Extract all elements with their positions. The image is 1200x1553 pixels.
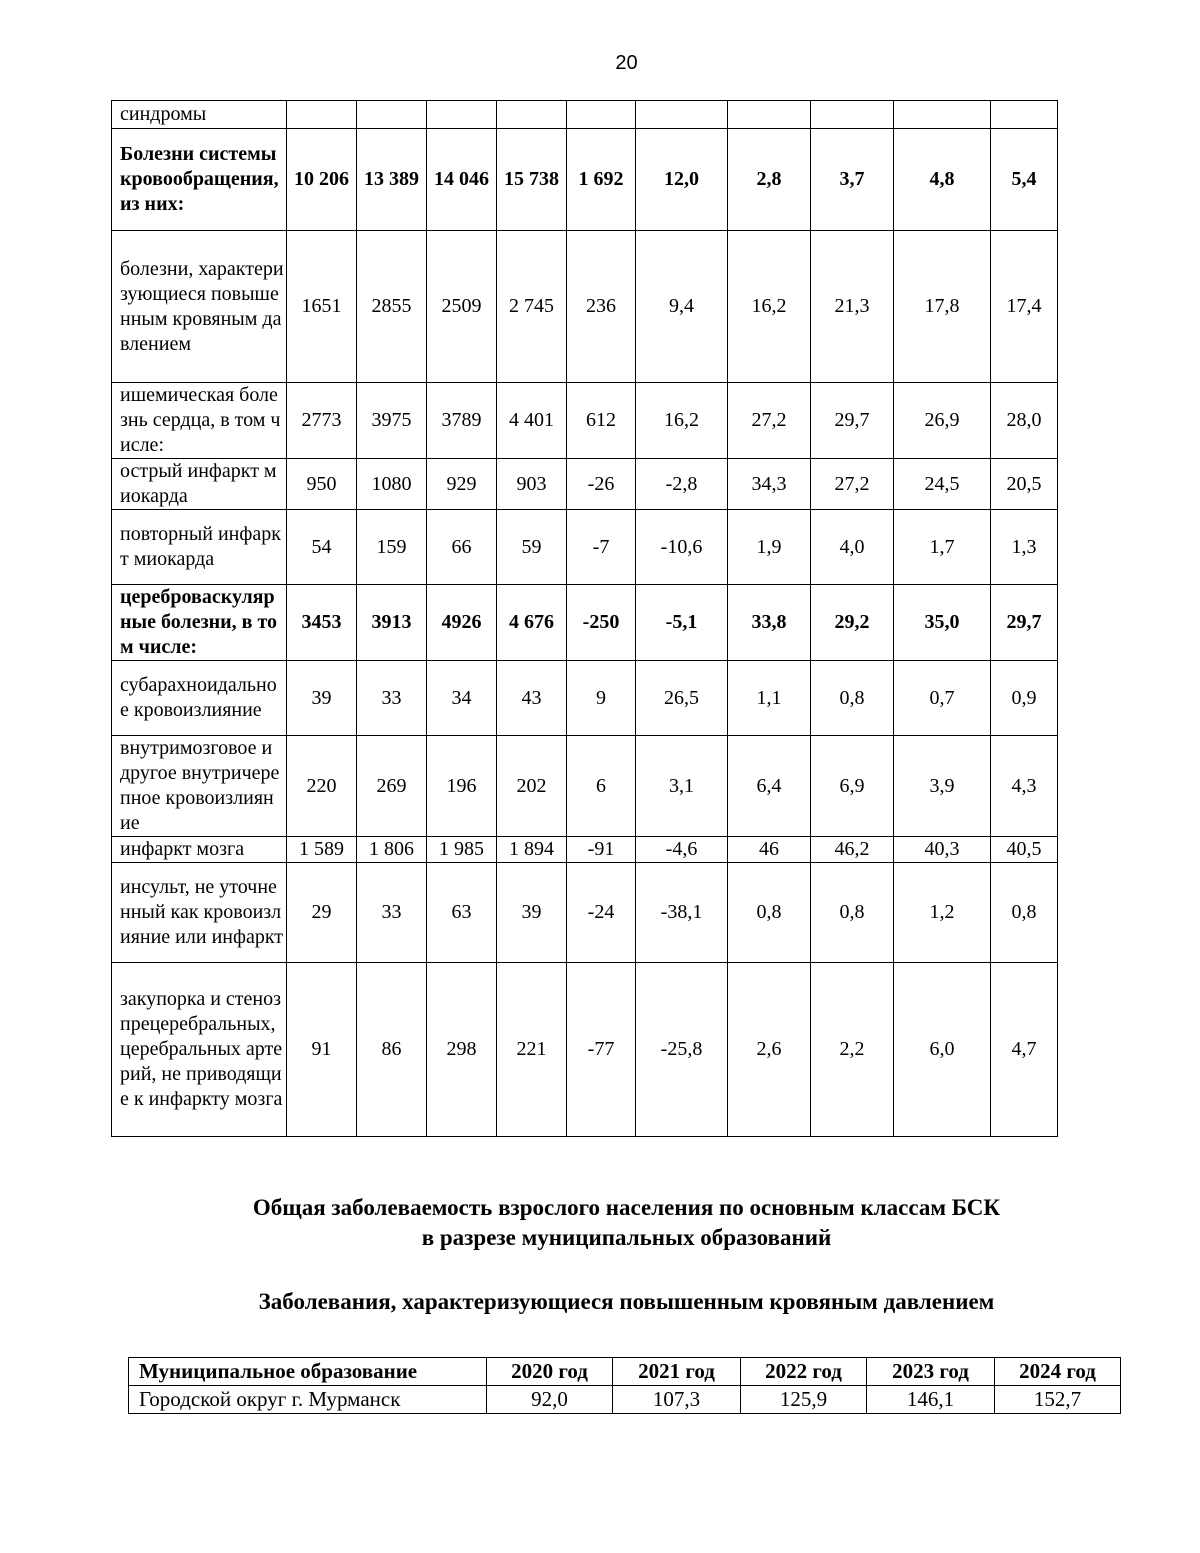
table-cell: 0,7	[894, 661, 991, 736]
table-cell: 46,2	[811, 837, 894, 863]
table-row	[112, 383, 1058, 459]
table-cell: 2855	[357, 231, 427, 383]
table-cell: 1,9	[728, 510, 811, 585]
table-cell: 0,9	[991, 661, 1058, 736]
header-row	[129, 1358, 1121, 1386]
table-cell: 6	[567, 736, 636, 837]
table-cell: -77	[567, 963, 636, 1137]
table-cell: 950	[287, 459, 357, 510]
table-cell: 1 692	[567, 129, 636, 231]
row-label: закупорка и стеноз прецеребральных, церебральных артерий, не приводящие к инфаркту мозга	[112, 963, 287, 1137]
table-cell: 196	[427, 736, 497, 837]
table-cell: 20,5	[991, 459, 1058, 510]
table-cell: 3,1	[636, 736, 728, 837]
table-cell: -26	[567, 459, 636, 510]
page-number: 20	[615, 52, 638, 74]
table-row	[112, 129, 1058, 231]
table-cell: 4926	[427, 585, 497, 661]
table-cell: 152,7	[995, 1386, 1121, 1414]
row-label: повторный инфаркт миокарда	[112, 510, 287, 585]
municipality-name: Городской округ г. Мурманск	[129, 1386, 487, 1414]
table-cell: 9,4	[636, 231, 728, 383]
table-cell: 17,8	[894, 231, 991, 383]
table-cell: 66	[427, 510, 497, 585]
table-row	[112, 863, 1058, 963]
table-cell: 903	[497, 459, 567, 510]
table-cell: 4,7	[991, 963, 1058, 1137]
table-row	[112, 459, 1058, 510]
table-cell: 3975	[357, 383, 427, 459]
table-cell: 107,3	[613, 1386, 741, 1414]
table-cell: 3,7	[811, 129, 894, 231]
table-cell	[427, 101, 497, 129]
table-cell: 0,8	[811, 863, 894, 963]
table-cell: 125,9	[741, 1386, 867, 1414]
table-cell: 92,0	[487, 1386, 613, 1414]
table-cell: -5,1	[636, 585, 728, 661]
table-cell: 29,2	[811, 585, 894, 661]
table-cell: 6,9	[811, 736, 894, 837]
table-cell: 1 589	[287, 837, 357, 863]
municipal-table	[128, 1357, 1121, 1414]
table-row	[112, 231, 1058, 383]
table-cell: 13 389	[357, 129, 427, 231]
table-cell: -4,6	[636, 837, 728, 863]
table-cell: -7	[567, 510, 636, 585]
table-cell: 221	[497, 963, 567, 1137]
morbidity-table	[111, 100, 1058, 1137]
table-cell	[894, 101, 991, 129]
table-cell: 16,2	[636, 383, 728, 459]
table-row	[112, 963, 1058, 1137]
table-cell: 43	[497, 661, 567, 736]
table-cell: 33	[357, 863, 427, 963]
row-label: субарахноидальное кровоизлияние	[112, 661, 287, 736]
table-cell: 24,5	[894, 459, 991, 510]
table-cell: 29,7	[991, 585, 1058, 661]
table-cell: 33,8	[728, 585, 811, 661]
table-cell: 6,0	[894, 963, 991, 1137]
table-cell: 2 745	[497, 231, 567, 383]
table-cell: 59	[497, 510, 567, 585]
table-cell: 3913	[357, 585, 427, 661]
table-cell: -250	[567, 585, 636, 661]
table-cell: 1 985	[427, 837, 497, 863]
table-cell: 929	[427, 459, 497, 510]
table-cell: 46	[728, 837, 811, 863]
table-row	[112, 585, 1058, 661]
table-cell: 5,4	[991, 129, 1058, 231]
column-header: Муниципальное образование	[129, 1358, 487, 1386]
table-cell	[567, 101, 636, 129]
table-cell: -91	[567, 837, 636, 863]
subsection-title: Заболевания, характеризующиеся повышенным кровяным давлением	[258, 1289, 995, 1314]
table-cell: 612	[567, 383, 636, 459]
table-cell: 91	[287, 963, 357, 1137]
table-cell: 86	[357, 963, 427, 1137]
table-cell: 2,8	[728, 129, 811, 231]
table-cell: 39	[497, 863, 567, 963]
table-row	[112, 661, 1058, 736]
row-label: внутримозговое и другое внутричерепное кровоизлияние	[112, 736, 287, 837]
table-cell: 6,4	[728, 736, 811, 837]
row-label: инфаркт мозга	[112, 837, 287, 863]
table-cell: 1,2	[894, 863, 991, 963]
table-row	[129, 1386, 1121, 1414]
table-row	[112, 837, 1058, 863]
table-cell: 17,4	[991, 231, 1058, 383]
row-label: Болезни системы кровообращения, из них:	[112, 129, 287, 231]
table-row	[112, 736, 1058, 837]
table-cell: 27,2	[728, 383, 811, 459]
table-cell: 269	[357, 736, 427, 837]
table-cell: 0,8	[991, 863, 1058, 963]
table-cell: 26,9	[894, 383, 991, 459]
table-cell: 26,5	[636, 661, 728, 736]
table-cell: -10,6	[636, 510, 728, 585]
table-cell: 21,3	[811, 231, 894, 383]
column-header: 2023 год	[867, 1358, 995, 1386]
table-cell	[636, 101, 728, 129]
table-cell: 1080	[357, 459, 427, 510]
table-row	[112, 510, 1058, 585]
table-cell: 3,9	[894, 736, 991, 837]
table-cell: -25,8	[636, 963, 728, 1137]
table-cell: 1,7	[894, 510, 991, 585]
row-label: цереброваскулярные болезни, в том числе:	[112, 585, 287, 661]
table-cell: 27,2	[811, 459, 894, 510]
section-title-line2: в разрезе муниципальных образований	[421, 1225, 832, 1250]
table-cell: 39	[287, 661, 357, 736]
table-cell: 33	[357, 661, 427, 736]
section-title-line1: Общая заболеваемость взрослого населения по основным классам БСК	[252, 1195, 1001, 1220]
table-cell: 63	[427, 863, 497, 963]
table-cell: 220	[287, 736, 357, 837]
table-cell: 14 046	[427, 129, 497, 231]
table-cell	[497, 101, 567, 129]
table-cell: 4 676	[497, 585, 567, 661]
table-cell: 0,8	[811, 661, 894, 736]
table-cell: 54	[287, 510, 357, 585]
column-header: 2021 год	[613, 1358, 741, 1386]
table-cell: 1,1	[728, 661, 811, 736]
table-cell: 1 806	[357, 837, 427, 863]
table-cell: 159	[357, 510, 427, 585]
table-cell: 1651	[287, 231, 357, 383]
row-label: инсульт, не уточненный как кровоизлияние или инфаркт	[112, 863, 287, 963]
table-cell: 3453	[287, 585, 357, 661]
table-cell: 12,0	[636, 129, 728, 231]
table-cell: 16,2	[728, 231, 811, 383]
table-cell: 29	[287, 863, 357, 963]
column-header: 2020 год	[487, 1358, 613, 1386]
table-cell: 4,3	[991, 736, 1058, 837]
table-cell: 0,8	[728, 863, 811, 963]
table-cell: 2,6	[728, 963, 811, 1137]
table-cell: 15 738	[497, 129, 567, 231]
row-label: ишемическая болезнь сердца, в том числе:	[112, 383, 287, 459]
table-cell: 29,7	[811, 383, 894, 459]
table-cell: -24	[567, 863, 636, 963]
table-cell: 40,3	[894, 837, 991, 863]
table-cell: -38,1	[636, 863, 728, 963]
table-cell: -2,8	[636, 459, 728, 510]
table-cell: 1,3	[991, 510, 1058, 585]
table-cell: 3789	[427, 383, 497, 459]
row-label: острый инфаркт миокарда	[112, 459, 287, 510]
table-cell	[357, 101, 427, 129]
table-cell: 4,8	[894, 129, 991, 231]
table-cell	[287, 101, 357, 129]
table-cell: 34,3	[728, 459, 811, 510]
row-label: болезни, характеризующиеся повышенным кровяным давлением	[112, 231, 287, 383]
table-cell: 28,0	[991, 383, 1058, 459]
table-cell	[728, 101, 811, 129]
table-cell: 4,0	[811, 510, 894, 585]
table-cell: 4 401	[497, 383, 567, 459]
table-row	[112, 101, 1058, 129]
row-label: синдромы	[112, 101, 287, 129]
table-cell	[991, 101, 1058, 129]
table-cell: 40,5	[991, 837, 1058, 863]
table-cell: 298	[427, 963, 497, 1137]
table-cell: 202	[497, 736, 567, 837]
table-cell: 9	[567, 661, 636, 736]
table-cell: 10 206	[287, 129, 357, 231]
table-cell: 146,1	[867, 1386, 995, 1414]
table-cell: 35,0	[894, 585, 991, 661]
column-header: 2024 год	[995, 1358, 1121, 1386]
table-cell: 236	[567, 231, 636, 383]
column-header: 2022 год	[741, 1358, 867, 1386]
table-cell: 2773	[287, 383, 357, 459]
table-cell	[811, 101, 894, 129]
table-cell: 2509	[427, 231, 497, 383]
table-cell: 1 894	[497, 837, 567, 863]
table-cell: 34	[427, 661, 497, 736]
table-cell: 2,2	[811, 963, 894, 1137]
